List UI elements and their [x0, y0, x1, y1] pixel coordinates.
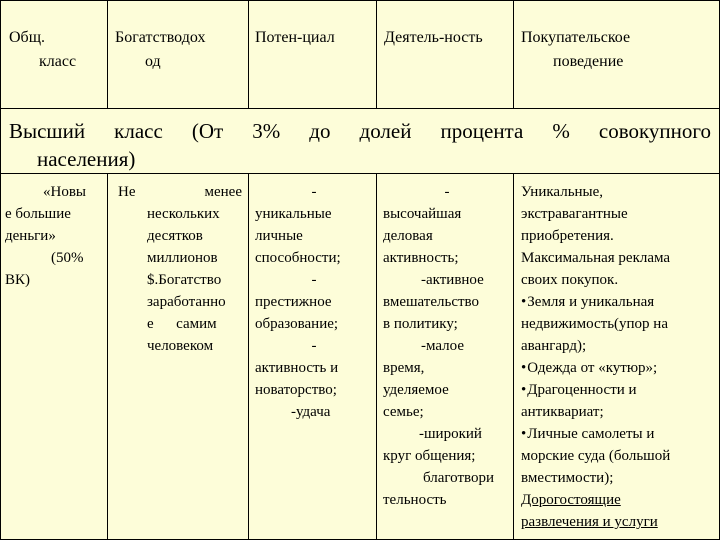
header-wealth: Богатстводох од: [115, 29, 206, 70]
col-divider-4-head: [513, 1, 514, 108]
header-class: Общ. класс: [9, 29, 77, 70]
bullet-item: • Драгоценности и: [521, 379, 709, 401]
col-divider-3-head: [376, 1, 377, 108]
band-line-2: населения): [37, 147, 136, 171]
bullet-item: • Земля и уникальная: [521, 291, 709, 313]
potential-cell: - уникальные личные способности; - престижное образование; - активность и новаторство; -удача: [255, 184, 341, 420]
bullet-item: • Личные самолеты и: [521, 423, 709, 445]
header-activity: Деятель-ность: [384, 29, 483, 46]
behavior-cell: Уникальные, экстравагантные приобретения. Максимальная реклама своих покупок. • Земля и уникальная недвижимость(упор на авангард); • Одежда от «кутюр»; • Драгоценности и антиквариат; • Личные самолеты и морские суда (большой вместимости); Дорогостоящие развлечения и услуги: [521, 181, 709, 533]
wealth-cell: менее нескольких десятков миллионов $.Богатство заработанно е самим человеком: [147, 184, 242, 354]
header-divider: [1, 108, 719, 109]
col-divider-2-head: [248, 1, 249, 108]
col-divider-2: [248, 173, 249, 539]
col-divider-1: [107, 173, 108, 539]
col-divider-3: [376, 173, 377, 539]
upper-class-band: [9, 117, 711, 173]
class-name-cell: «Новы е большие деньги» (50% ВК): [5, 184, 86, 288]
bullet-item: • Одежда от «кутюр»;: [521, 357, 709, 379]
header-behavior: Покупательское поведение: [521, 29, 631, 70]
col-divider-1-head: [107, 1, 108, 108]
band-line-1: Высший класс (От 3% до долей процента % совокупного: [9, 119, 711, 143]
wealth-prefix: Не: [118, 184, 136, 200]
activity-cell: - высочайшая деловая активность; -активное вмешательство в политику; -малое время, уделяемое семье; -широкий круг общения; благотвори тельность: [383, 184, 495, 508]
header-potential: Потен-циал: [255, 29, 335, 46]
col-divider-4: [513, 173, 514, 539]
band-divider: [1, 173, 719, 174]
